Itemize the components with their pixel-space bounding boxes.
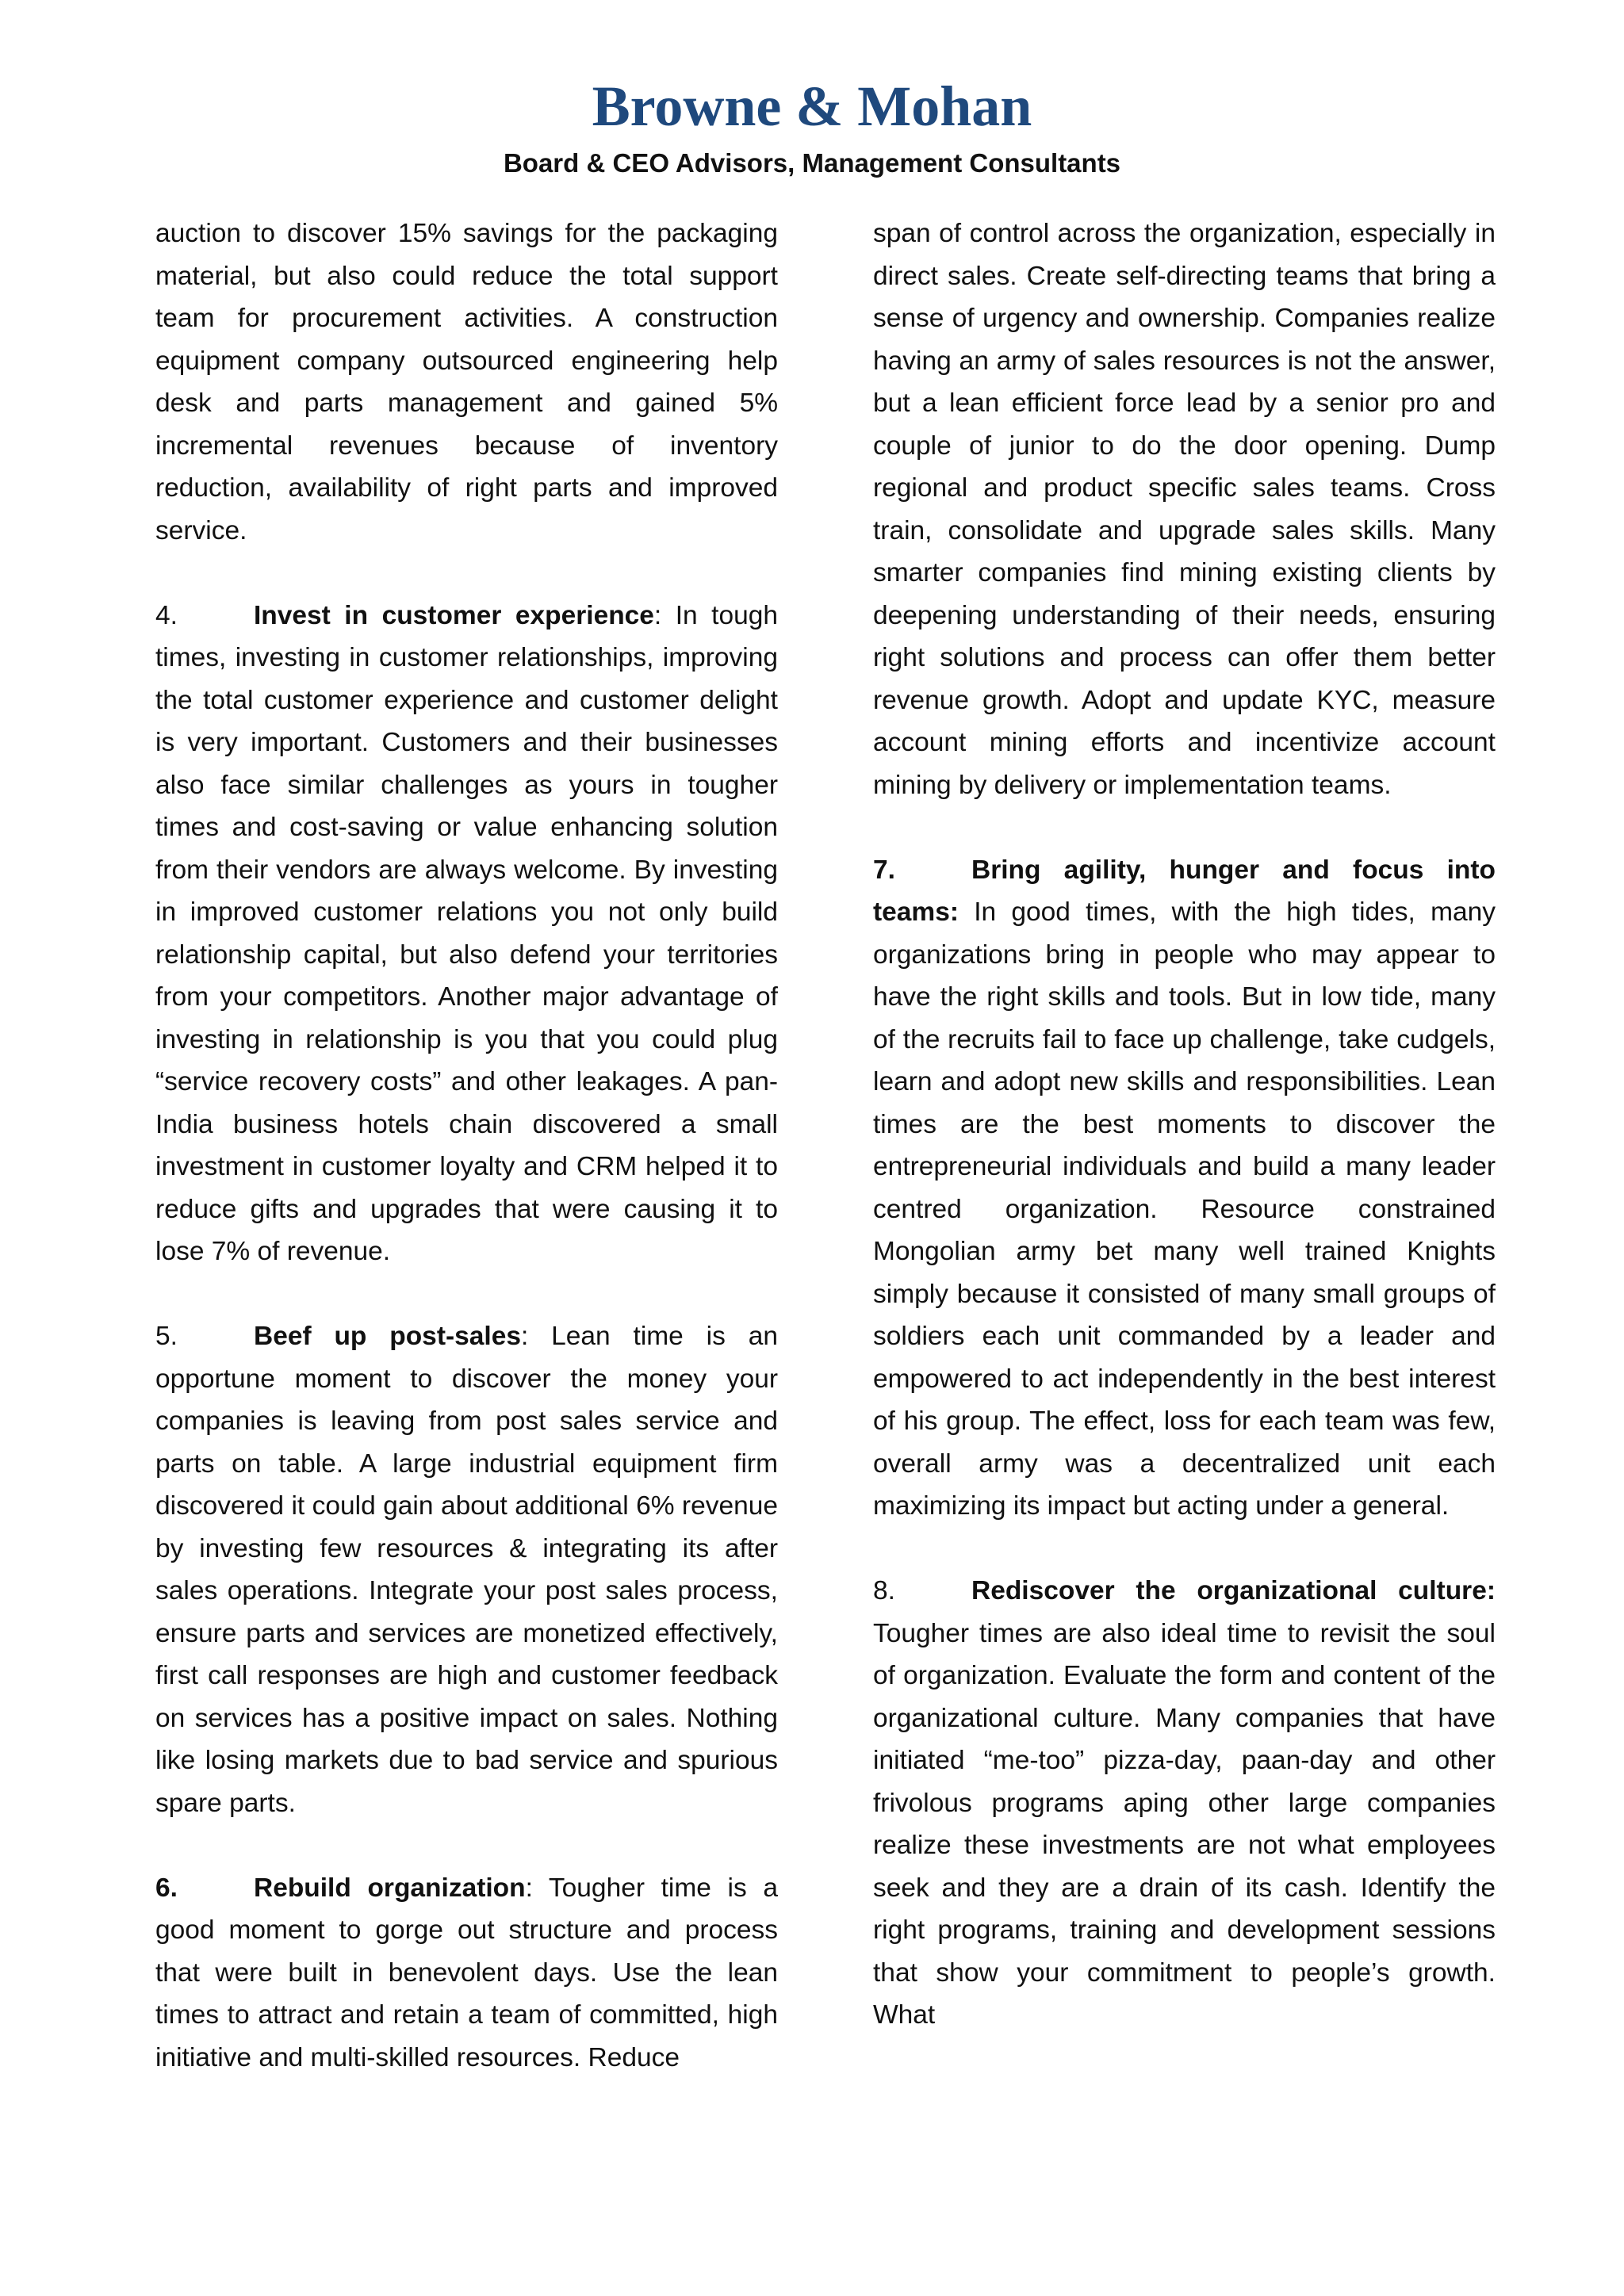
section-body: : In tough times, investing in customer relationships, improving the total customer experience and customer delight is very important. Customers and their businesses also face similar challenges as yours in tougher times and cost-saving or value enhancing solution from their vendors are always welcome. By investing in improved customer relations you not only build relationship capital, but also defend your territories from your competitors. Another major advantage of investing in relationship is you that you could plug “service recovery costs” and other leakages. A pan-India business hotels chain discovered a small investment in customer loyalty and CRM helped it to reduce gifts and upgrades that were causing it to lose 7% of revenue.: [155, 600, 778, 1266]
section-number: 7.: [873, 855, 895, 885]
section-body: Tougher times are also ideal time to revisit the soul of organization. Evaluate the form and content of the organizational culture. Many companies that have initiated “me-too” pizza-day, paan-day and other frivolous programs aping other large companies realize these investments are not what employees seek and they are a drain of its cash. Identify the right programs, training and development sessions that show your commitment to people’s growth. What: [873, 1618, 1496, 2030]
firm-tagline: Board & CEO Advisors, Management Consultants: [503, 148, 1121, 178]
section-rediscover-culture: [873, 1570, 1496, 2037]
section-number: 6.: [155, 1873, 178, 1903]
section-number: 5.: [155, 1322, 178, 1351]
section-bring-agility: [873, 849, 1496, 1528]
section-heading: Bring agility, hunger and focus into teams:: [873, 855, 1496, 927]
section-heading: Beef up post-sales: [254, 1322, 521, 1351]
continued-paragraph: span of control across the organization, especially in direct sales. Create self-directing teams that bring a sense of urgency and ownership. Companies realize having an army of sales resources is not the answer, but a lean efficient force lead by a senior pro and couple of junior to do the door opening. Dump regional and product specific sales teams. Cross train, consolidate and upgrade sales skills. Many smarter companies find mining existing clients by deepening understanding of their needs, ensuring right solutions and process can offer them better revenue growth. Adopt and update KYC, measure account mining efforts and incentivize account mining by delivery or implementation teams.: [873, 219, 1496, 800]
letterhead: [0, 73, 1624, 181]
section-body: : Tougher time is a good moment to gorge out structure and process that were built in benevolent days. Use the lean times to attract and retain a team of committed, high initiative and multi-skilled resources. Reduce: [155, 1873, 778, 2072]
section-number: 8.: [873, 1576, 895, 1605]
section-heading: Invest in customer experience: [254, 600, 654, 630]
section-heading: Rebuild organization: [254, 1873, 526, 1903]
section-rebuild-organization: [155, 1867, 778, 2080]
section-beef-up-post-sales: [155, 1315, 778, 1824]
section-body: In good times, with the high tides, many organizations bring in people who may appear to have the right skills and tools. But in low tide, many of the recruits fail to face up challenge, take cudgels, learn and adopt new skills and responsibilities. Lean times are the best moments to discover the entrepreneurial individuals and build a many leader centred organization. Resource constrained Mongolian army bet many well trained Knights simply because it consisted of many small groups of soldiers each unit commanded by a leader and empowered to act independently in the best interest of his group. The effect, loss for each team was few, overall army was a decentralized unit each maximizing its impact but acting under a general.: [873, 897, 1496, 1521]
intro-paragraph: auction to discover 15% savings for the packaging material, but also could reduce the total support team for procurement activities. A construction equipment company outsourced engineering help desk and parts management and gained 5% incremental revenues because of inventory reduction, availability of right parts and improved service.: [155, 219, 778, 545]
left-column: [155, 212, 778, 2079]
section-body: : Lean time is an opportune moment to discover the money your companies is leaving from post sales service and parts on table. A large industrial equipment firm discovered it could gain about additional 6% revenue by investing few resources & integrating its after sales operations. Integrate your post sales process, ensure parts and services are monetized effectively, first call responses are high and customer feedback on services has a positive impact on sales. Nothing like losing markets due to bad service and spurious spare parts.: [155, 1322, 778, 1818]
firm-name: Browne & Mohan: [592, 75, 1032, 138]
section-number: 4.: [155, 600, 178, 630]
section-heading: Rediscover the organizational culture:: [971, 1576, 1496, 1605]
section-invest-customer-experience: [155, 595, 778, 1273]
right-column: [873, 212, 1496, 2037]
